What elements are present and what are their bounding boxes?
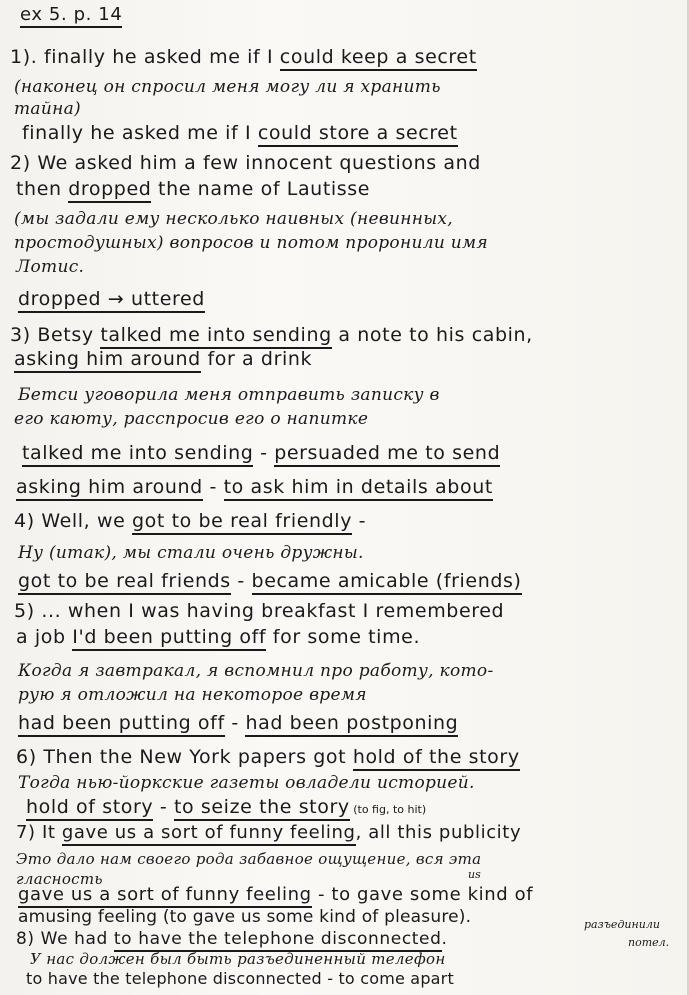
item-5-translation-line1: Когда я завтракал, я вспомнил про работу, кото-: [18, 661, 494, 681]
phrase-got-to-be-friendly: got to be real friendly: [132, 510, 352, 535]
phrase-store-secret: could store a secret: [258, 122, 458, 147]
item-1-sentence: 1). finally he asked me if I could keep a secret: [10, 46, 477, 68]
phrase-telephone-disconnected: to have the telephone disconnected: [114, 929, 442, 952]
item-3-translation-line2: его каюту, расспросив его о напитке: [14, 409, 369, 429]
phrase-putting-off: I'd been putting off: [72, 626, 266, 651]
item-2-translation-line3: Лотис.: [16, 257, 85, 277]
item-3-sentence-line1: 3) Betsy talked me into sending a note to his cabin,: [10, 324, 533, 346]
item-2-translation-line1: (мы задали ему несколько наивных (невинных,: [14, 209, 454, 229]
item-5-translation-line2: рую я отложил на некоторое время: [18, 685, 367, 705]
item-8-sentence: 8) We had to have the telephone disconnected.: [16, 928, 448, 950]
item-6-translation: Тогда нью-йоркские газеты овладели историей.: [18, 773, 475, 793]
item-7-translation-line2: гласность: [16, 870, 103, 888]
item-5-sentence-line2: a job I'd been putting off for some time.: [16, 626, 420, 648]
item-7-paraphrase-line1: gave us a sort of funny feeling - to gave some kind of: [18, 884, 533, 906]
exercise-header: ex 5. p. 14: [20, 4, 122, 26]
item-2-paraphrase: dropped → uttered: [18, 288, 205, 310]
item-3-sentence-line2: asking him around for a drink: [14, 348, 312, 370]
item-2-sentence-line2: then dropped the name of Lautisse: [16, 178, 370, 200]
item-4-paraphrase: got to be real friends - became amicable (friends): [18, 570, 522, 592]
item-7-translation-line1: Это дало нам своего рода забавное ощущение, вся эта: [16, 850, 482, 868]
item-3-translation-line1: Бетси уговорила меня отправить записку в: [18, 385, 440, 405]
item-1-translation-line1: (наконец он спросил меня могу ли я хранить: [14, 77, 441, 97]
phrase-asking-around: asking him around: [14, 348, 201, 373]
phrase-dropped: dropped: [68, 178, 151, 203]
item-8-margin-note-1: разъединили: [584, 918, 660, 931]
item-6-sentence: 6) Then the New York papers got hold of the story: [16, 746, 520, 768]
item-4-translation: Ну (итак), мы стали очень дружны.: [18, 543, 364, 563]
item-7-paraphrase-line2: amusing feeling (to gave us some kind of pleasure).: [18, 907, 472, 927]
phrase-hold-of-story: hold of the story: [353, 746, 520, 771]
phrase-funny-feeling: gave us a sort of funny feeling: [62, 822, 356, 846]
item-8-margin-note-2: потел.: [628, 936, 670, 949]
item-7-sentence: 7) It gave us a sort of funny feeling, all this publicity: [16, 822, 521, 844]
item-3-paraphrase-2: asking him around - to ask him in details about: [16, 476, 493, 498]
item-5-sentence-line1: 5) ... when I was having breakfast I remembered: [14, 600, 505, 622]
item-2-sentence-line1: 2) We asked him a few innocent questions and: [10, 152, 481, 174]
item-1-paraphrase: finally he asked me if I could store a secret: [22, 122, 458, 144]
item-4-sentence: 4) Well, we got to be real friendly -: [14, 510, 366, 532]
item-5-paraphrase: had been putting off - had been postponing: [18, 712, 458, 734]
phrase-keep-secret: could keep a secret: [280, 46, 477, 71]
item-3-paraphrase-1: talked me into sending - persuaded me to send: [22, 442, 500, 464]
item-2-translation-line2: простодушных) вопросов и потом проронили имя: [14, 233, 488, 253]
item-7-insert-note: us: [468, 868, 481, 881]
item-8-translation: У нас должен был быть разъединенный телефон: [30, 950, 446, 968]
item-6-paraphrase: hold of story - to seize the story (to fig, to hit): [26, 796, 426, 821]
item-1-translation-line2: тайна): [14, 99, 81, 119]
item-8-paraphrase: to have the telephone disconnected - to come apart: [26, 969, 454, 988]
phrase-talked-into-sending: talked me into sending: [100, 324, 331, 349]
